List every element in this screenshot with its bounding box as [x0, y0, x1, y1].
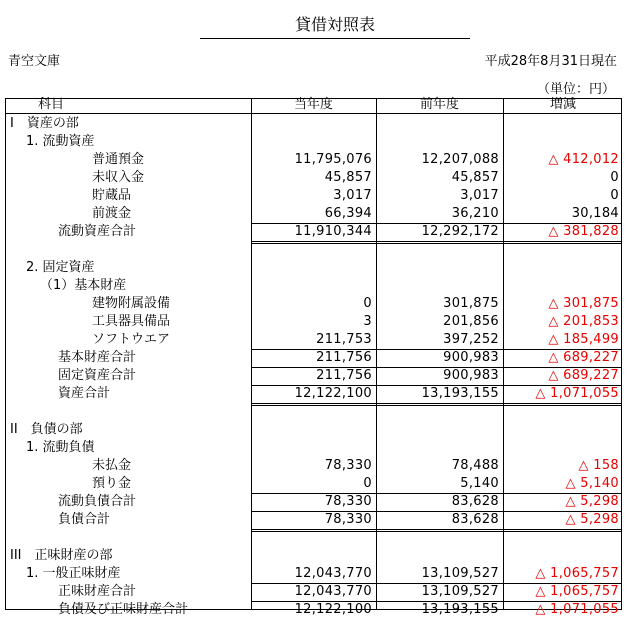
table-row [6, 223, 623, 241]
row-label: 固定資産合計 [58, 368, 137, 383]
table-row [6, 457, 623, 475]
total-rule [251, 241, 621, 244]
current-value: 3,017 [333, 188, 372, 203]
current-value: 3 [363, 314, 372, 329]
previous-value: 3,017 [460, 188, 499, 203]
previous-value: 45,857 [451, 170, 499, 185]
change-value: △ 201,853 [548, 314, 619, 329]
row-label: 建物附属設備 [92, 296, 171, 311]
previous-value: 78,488 [451, 458, 499, 473]
current-value: 211,756 [316, 350, 372, 365]
table-row [6, 205, 623, 223]
previous-value: 83,628 [451, 512, 499, 527]
change-value: △ 5,298 [565, 512, 619, 527]
previous-value: 13,193,155 [421, 386, 499, 401]
table-row [6, 547, 623, 565]
previous-value: 13,109,527 [421, 584, 499, 599]
table-row [6, 169, 623, 187]
previous-value: 301,875 [443, 296, 499, 311]
current-value: 11,795,076 [294, 152, 372, 167]
as-of-date: 平成28年8月31日現在 [484, 54, 617, 69]
previous-value: 201,856 [443, 314, 499, 329]
table-row [6, 583, 623, 601]
current-value: 211,753 [316, 332, 372, 347]
header-divider [6, 113, 621, 114]
document-title: 貸借対照表 [200, 14, 470, 39]
change-value: △ 158 [578, 458, 619, 473]
row-label: （1）基本財産 [40, 278, 127, 293]
table-row [6, 439, 623, 457]
table-row [6, 565, 623, 583]
change-value: △ 381,828 [548, 224, 619, 239]
row-label: ソフトウエア [92, 332, 171, 347]
current-value: 211,756 [316, 368, 372, 383]
unit-note: （単位：円） [536, 82, 615, 97]
change-value: △ 301,875 [548, 296, 619, 311]
table-row [6, 601, 623, 619]
table-row [6, 115, 623, 133]
row-label: 2. 固定資産 [26, 260, 95, 275]
change-value: △ 1,071,055 [535, 386, 619, 401]
column-header-current: 当年度 [293, 97, 333, 112]
row-label: 1. 流動資産 [26, 134, 95, 149]
row-label: 基本財産合計 [58, 350, 137, 365]
table-row [6, 295, 623, 313]
table-row [6, 421, 623, 439]
row-label: 工具器具備品 [92, 314, 171, 329]
previous-value: 12,207,088 [421, 152, 499, 167]
current-value: 11,910,344 [294, 224, 372, 239]
change-value: △ 185,499 [548, 332, 619, 347]
current-value: 12,043,770 [294, 584, 372, 599]
table-row [6, 187, 623, 205]
change-value: △ 412,012 [548, 152, 619, 167]
row-label: 預り金 [92, 476, 132, 491]
row-label: 流動資産合計 [58, 224, 137, 239]
previous-value: 83,628 [451, 494, 499, 509]
current-value: 78,330 [324, 494, 372, 509]
row-label: 普通預金 [92, 152, 145, 167]
current-value: 45,857 [324, 170, 372, 185]
total-rule [251, 529, 621, 532]
column-header-change: 増減 [549, 97, 576, 112]
table-row [6, 331, 623, 349]
total-rule [251, 403, 621, 406]
previous-value: 900,983 [443, 350, 499, 365]
current-value: 0 [363, 476, 372, 491]
row-label: 前渡金 [92, 206, 132, 221]
change-value: △ 1,071,055 [535, 602, 619, 617]
organization-name: 青空文庫 [8, 54, 61, 69]
current-value: 12,122,100 [294, 602, 372, 617]
table-row [6, 493, 623, 511]
change-value: △ 1,065,757 [535, 584, 619, 599]
table-row [6, 367, 623, 385]
current-value: 12,043,770 [294, 566, 372, 581]
row-label: 資産合計 [58, 386, 111, 401]
change-value: 30,184 [571, 206, 619, 221]
row-label: 負債及び正味財産合計 [58, 602, 189, 617]
table-row [6, 313, 623, 331]
change-value: △ 689,227 [548, 368, 619, 383]
previous-value: 13,109,527 [421, 566, 499, 581]
row-label: 未収入金 [92, 170, 145, 185]
row-label: 貯蔵品 [92, 188, 132, 203]
row-label: 1. 流動負債 [26, 440, 95, 455]
row-label: II 負債の部 [10, 422, 83, 437]
current-value: 66,394 [324, 206, 372, 221]
previous-value: 900,983 [443, 368, 499, 383]
row-label: 正味財産合計 [58, 584, 137, 599]
current-value: 78,330 [324, 458, 372, 473]
row-label: III 正味財産の部 [10, 548, 113, 563]
current-value: 78,330 [324, 512, 372, 527]
current-value: 12,122,100 [294, 386, 372, 401]
current-value: 0 [363, 296, 372, 311]
table-row [6, 259, 623, 277]
change-value: △ 5,140 [565, 476, 619, 491]
row-label: 負債合計 [58, 512, 111, 527]
table-row [6, 475, 623, 493]
column-header-previous: 前年度 [419, 97, 459, 112]
change-value: △ 1,065,757 [535, 566, 619, 581]
change-value: 0 [610, 188, 619, 203]
balance-sheet-table [5, 97, 622, 617]
table-row [6, 277, 623, 295]
row-label: I 資産の部 [10, 116, 79, 131]
previous-value: 13,193,155 [421, 602, 499, 617]
row-label: 未払金 [92, 458, 132, 473]
change-value: △ 5,298 [565, 494, 619, 509]
change-value: △ 689,227 [548, 350, 619, 365]
table-row [6, 151, 623, 169]
row-label: 流動負債合計 [58, 494, 137, 509]
table-row [6, 133, 623, 151]
table-row [6, 349, 623, 367]
column-header-item: 科目 [38, 97, 65, 112]
previous-value: 397,252 [443, 332, 499, 347]
change-value: 0 [610, 170, 619, 185]
previous-value: 5,140 [460, 476, 499, 491]
previous-value: 36,210 [451, 206, 499, 221]
previous-value: 12,292,172 [421, 224, 499, 239]
table-row [6, 511, 623, 529]
row-label: 1. 一般正味財産 [26, 566, 121, 581]
table-row [6, 385, 623, 403]
